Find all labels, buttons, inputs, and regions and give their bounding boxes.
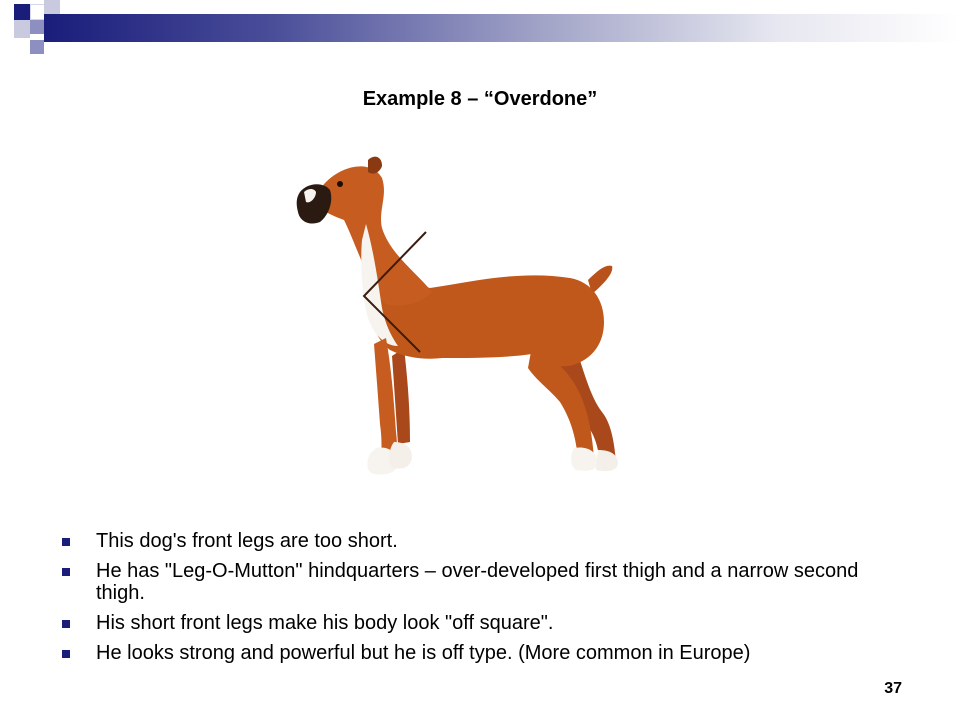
boxer-dog-illustration	[270, 132, 680, 492]
bullet-text: His short front legs make his body look "off square".	[96, 612, 554, 634]
corner-square	[30, 40, 44, 54]
bullet-text: This dog's front legs are too short.	[96, 530, 398, 552]
bullet-text: He has "Leg-O-Mutton" hindquarters – over-developed first thigh and a narrow second thigh.	[96, 560, 859, 604]
page-number: 37	[884, 680, 902, 697]
bullet-square-icon	[62, 538, 70, 546]
corner-square	[30, 20, 44, 34]
bullet-text: He looks strong and powerful but he is off type. (More common in Europe)	[96, 642, 751, 664]
slide-title: Example 8 – “Overdone”	[362, 88, 598, 110]
corner-square	[14, 4, 30, 20]
bullet-item	[60, 530, 900, 552]
bullet-square-icon	[62, 568, 70, 576]
corner-square	[14, 20, 30, 38]
bullet-item	[60, 560, 900, 604]
bullet-list	[60, 530, 900, 672]
bullet-item	[60, 612, 900, 634]
header-gradient-bar	[44, 14, 960, 42]
bullet-square-icon	[62, 620, 70, 628]
bullet-square-icon	[62, 650, 70, 658]
boxer-dog-svg	[270, 132, 680, 492]
bullet-item	[60, 642, 900, 664]
